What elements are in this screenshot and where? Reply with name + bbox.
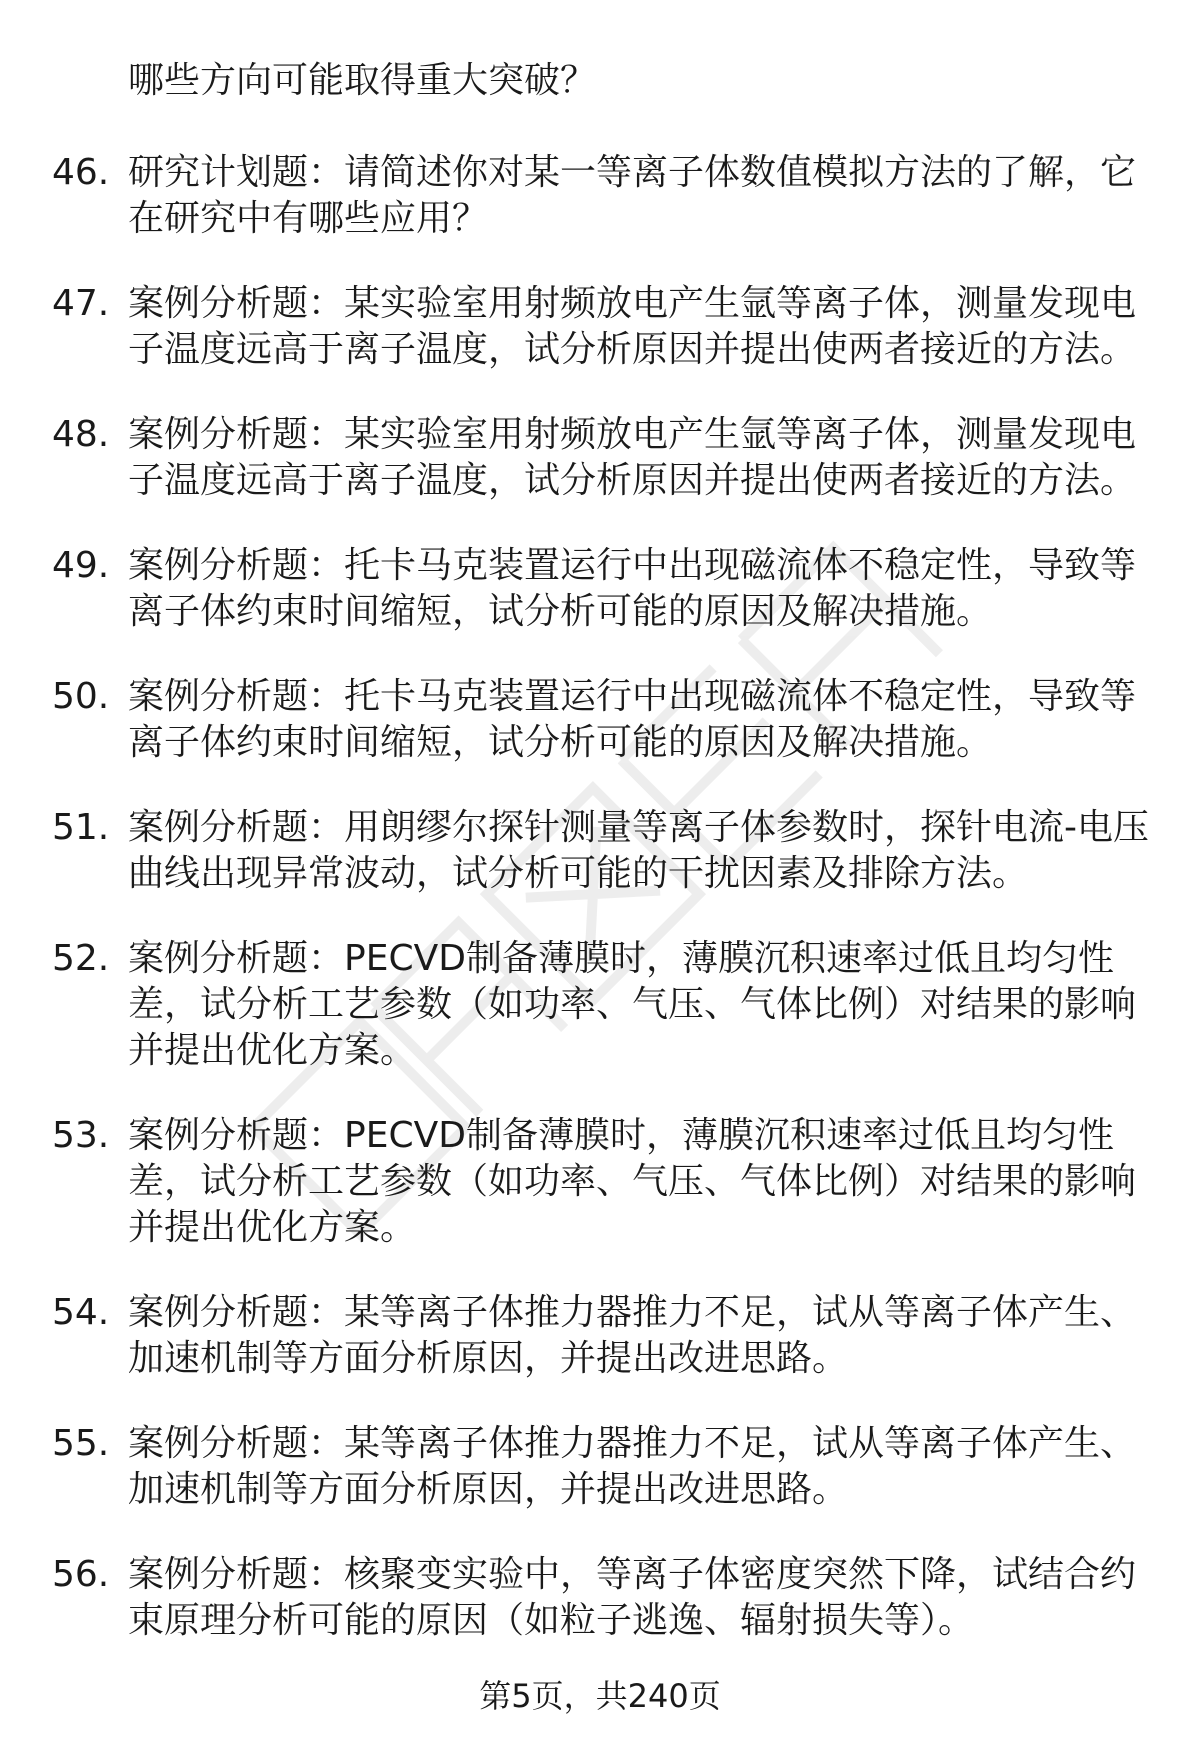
question-number: 55. (52, 1423, 110, 1464)
question-text: 案例分析题：某等离子体推力器推力不足，试从等离子体产生、加速机制等方面分析原因，并提出改进思路。 (128, 1292, 1137, 1379)
question-item (0, 543, 1200, 635)
question-text: 案例分析题：PECVD制备薄膜时，薄膜沉积速率过低且均匀性差，试分析工艺参数（如功率、气压、气体比例）对结果的影响并提出优化方案。 (128, 1115, 1137, 1248)
question-number: 47. (52, 283, 110, 324)
question-number: 54. (52, 1292, 110, 1333)
question-text: 案例分析题：用朗缪尔探针测量等离子体参数时，探针电流-电压曲线出现异常波动，试分析可能的干扰因素及排除方法。 (128, 807, 1149, 894)
question-text: 研究计划题：请简述你对某一等离子体数值模拟方法的了解，它在研究中有哪些应用？ (128, 152, 1137, 239)
question-text: 案例分析题：某实验室用射频放电产生氩等离子体，测量发现电子温度远高于离子温度，试分析原因并提出使两者接近的方法。 (128, 283, 1137, 370)
question-text: 案例分析题：托卡马克装置运行中出现磁流体不稳定性，导致等离子体约束时间缩短，试分析可能的原因及解决措施。 (128, 545, 1137, 632)
question-item (0, 1552, 1200, 1644)
question-item (0, 1290, 1200, 1382)
question-number: 48. (52, 414, 110, 455)
question-number: 53. (52, 1115, 110, 1156)
question-item (0, 412, 1200, 504)
question-number: 50. (52, 676, 110, 717)
question-item (0, 1113, 1200, 1251)
question-item (0, 281, 1200, 373)
question-list (0, 150, 1200, 1683)
question-text: 案例分析题：PECVD制备薄膜时，薄膜沉积速率过低且均匀性差，试分析工艺参数（如功率、气压、气体比例）对结果的影响并提出优化方案。 (128, 938, 1137, 1071)
question-item (0, 1421, 1200, 1513)
question-number: 51. (52, 807, 110, 848)
question-number: 46. (52, 152, 110, 193)
question-text: 案例分析题：某等离子体推力器推力不足，试从等离子体产生、加速机制等方面分析原因，并提出改进思路。 (128, 1423, 1137, 1510)
continuation-text: 哪些方向可能取得重大突破？ (128, 60, 597, 101)
page-footer: 第5页，共240页 (479, 1677, 721, 1715)
question-item (0, 674, 1200, 766)
question-text: 案例分析题：托卡马克装置运行中出现磁流体不稳定性，导致等离子体约束时间缩短，试分析可能的原因及解决措施。 (128, 676, 1137, 763)
question-number: 56. (52, 1554, 110, 1595)
question-text: 案例分析题：核聚变实验中，等离子体密度突然下降，试结合约束原理分析可能的原因（如粒子逃逸、辐射损失等）。 (128, 1554, 1137, 1641)
question-item (0, 805, 1200, 897)
question-text: 案例分析题：某实验室用射频放电产生氩等离子体，测量发现电子温度远高于离子温度，试分析原因并提出使两者接近的方法。 (128, 414, 1137, 501)
question-number: 52. (52, 938, 110, 979)
question-item (0, 936, 1200, 1074)
question-number: 49. (52, 545, 110, 586)
question-item (0, 150, 1200, 242)
